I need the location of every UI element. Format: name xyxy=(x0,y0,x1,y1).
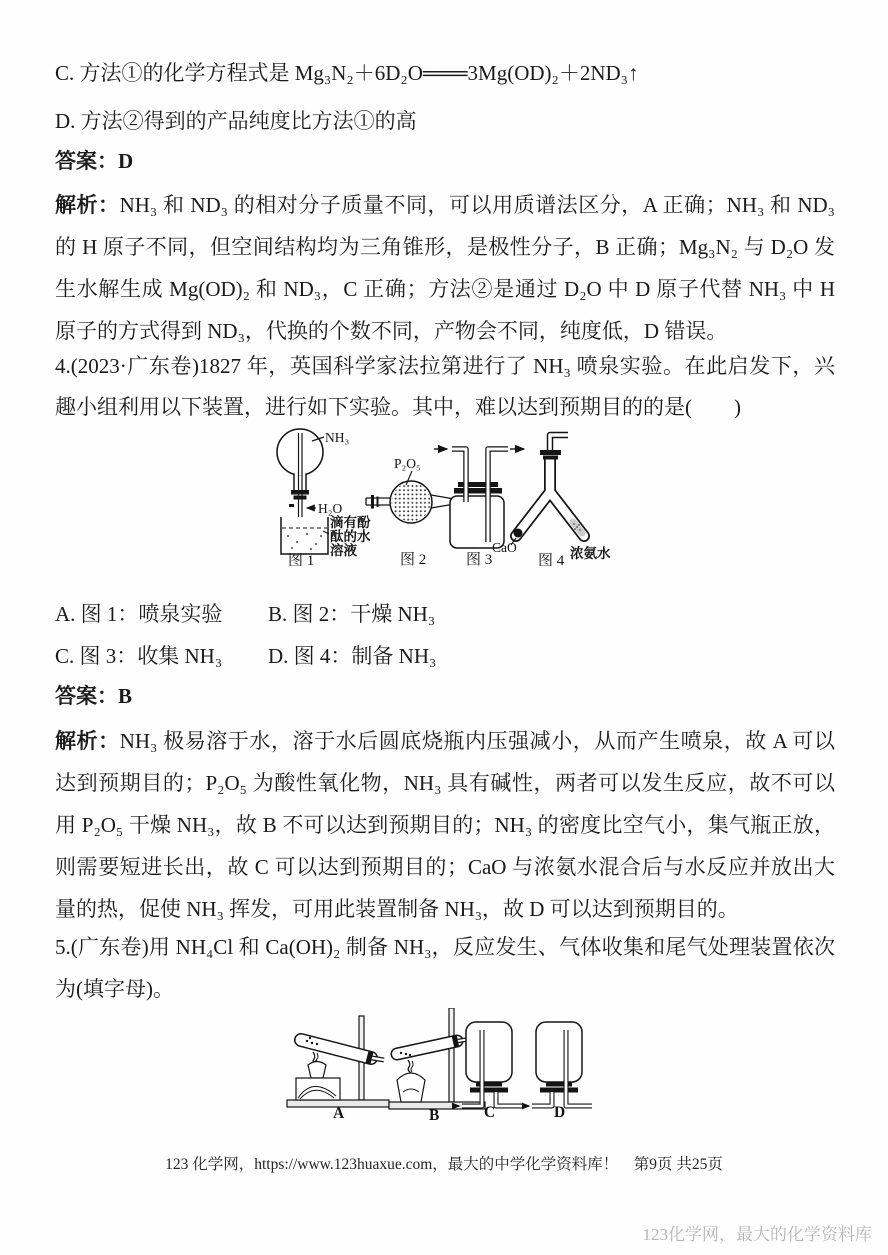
alcohol-lamp xyxy=(308,1052,326,1078)
beaker-with-solution xyxy=(281,517,329,554)
nh3-label: NH₃ xyxy=(325,430,350,445)
question-3-answer-line xyxy=(55,145,133,177)
water-dropper xyxy=(289,501,342,516)
figure-4-y-tube xyxy=(486,428,611,571)
apparatus-c-label: C xyxy=(484,1104,496,1118)
question-4-answer-value: B xyxy=(118,684,133,708)
analysis-label: 解析： xyxy=(55,729,120,753)
test-tube xyxy=(301,1037,384,1060)
question-4-option-a: A. 图 1：喷泉实验 xyxy=(55,602,223,626)
question-4-option-d: D. 图 4：制备 NH₃ xyxy=(268,644,437,668)
flask-stopper xyxy=(291,490,309,500)
svg-text:溶液: 溶液 xyxy=(330,543,357,558)
apparatus-a-heating-setup xyxy=(283,1012,395,1125)
round-bottom-flask xyxy=(277,429,323,517)
svg-text:滴有酚: 滴有酚 xyxy=(330,515,371,530)
ammonia-liquid xyxy=(570,522,611,561)
figure-2-caption: 图 2 xyxy=(400,552,427,568)
question-3-option-c: C. 方法①的化学方程式是 Mg₃N₂＋6D₂O═══3Mg(OD)₂＋2ND₃↑ xyxy=(55,61,639,85)
inverted-bottle xyxy=(536,1022,582,1093)
h2o-label: H₂O xyxy=(318,501,343,516)
figure-3-caption: 图 3 xyxy=(466,552,493,568)
question-3-analysis xyxy=(55,184,835,352)
cao-solid xyxy=(492,529,523,556)
answer-label: 答案： xyxy=(55,684,118,708)
p2o5-label-pointer xyxy=(394,456,421,485)
apparatus-b-label: B xyxy=(429,1107,440,1122)
figure-4-caption: 图 4 xyxy=(538,553,565,566)
page-footer: 123 化学网，https://www.123huaxue.com，最大的中学化学资料库！ 第9页 共25页 xyxy=(165,1156,723,1173)
ammonia-label: 浓氨水 xyxy=(570,546,611,561)
svg-text:酞的水: 酞的水 xyxy=(330,529,371,544)
wooden-block xyxy=(296,1078,340,1100)
cao-label: CaO xyxy=(492,540,517,555)
analysis-label: 解析： xyxy=(55,193,120,217)
question-4-analysis-text: NH₃ 极易溶于水，溶于水后圆底烧瓶内压强减小，从而产生喷泉，故 A 可以达到预期目的；P₂O₅ 为酸性氧化物，NH₃ 具有碱性，两者可以发生反应，故不可以用 P₂O₅ 干燥 NH₃，故 B 不可以达到预期目的；NH₃ 的密度比空气小，集气瓶正放，则需要短进长出，故 C 可以达到预期目的；CaO 与浓氨水混合后与水反应并放出大量的热，促使 NH₃ 挥发，可用此装置制备 NH₃，故 D 可以达到预期目的。 xyxy=(55,729,835,921)
apparatus-d-label: D xyxy=(554,1104,566,1118)
figure-1-caption: 图 1 xyxy=(288,553,315,566)
question-4-option-c: C. 图 3：收集 NH₃ xyxy=(55,644,223,668)
question-3-option-d: D. 方法②得到的产品纯度比方法①的高 xyxy=(55,109,417,133)
answer-label: 答案： xyxy=(55,149,118,173)
question-4-option-b: B. 图 2：干燥 NH₃ xyxy=(268,602,436,626)
question-5-stem: 5.(广东卷)用 NH₄Cl 和 Ca(OH)₂ 制备 NH₃，反应发生、气体收集和尾气处理装置依次为(填字母)。 xyxy=(55,935,835,1001)
question-3-analysis-text: NH₃ 和 ND₃ 的相对分子质量不同，可以用质谱法区分，A 正确；NH₃ 和 ND₃ 的 H 原子不同，但空间结构均为三角锥形，是极性分子，B 正确；Mg₃N₂ 与 D₂O 发生水解生成 Mg(OD)₂ 和 ND₃，C 正确；方法②是通过 D₂O 中 D 原子代替 NH₃ 中 H 原子的方式得到 ND₃，代换的个数不同，产物会不同，纯度低，D 错误。 xyxy=(55,193,836,343)
question-3-answer-value: D xyxy=(118,149,134,173)
inverted-bottle xyxy=(466,1022,512,1093)
question-4-stem: 4.(2023·广东卷)1827 年，英国科学家法拉第进行了 NH₃ 喷泉实验。在此启发下，兴趣小组利用以下装置，进行如下实验。其中，难以达到预期目的的是( ) xyxy=(55,354,835,419)
watermark: 123化学网，最大的化学资料库 xyxy=(642,1225,872,1244)
question-4-analysis xyxy=(55,720,835,930)
alcohol-lamp xyxy=(397,1060,425,1102)
apparatus-c-gas-bottle xyxy=(452,1018,524,1123)
p2o5-label: P₂O₅ xyxy=(394,456,421,471)
apparatus-d-gas-bottle xyxy=(522,1018,594,1123)
apparatus-a-label: A xyxy=(333,1105,345,1120)
question-4-answer-line xyxy=(55,680,132,712)
